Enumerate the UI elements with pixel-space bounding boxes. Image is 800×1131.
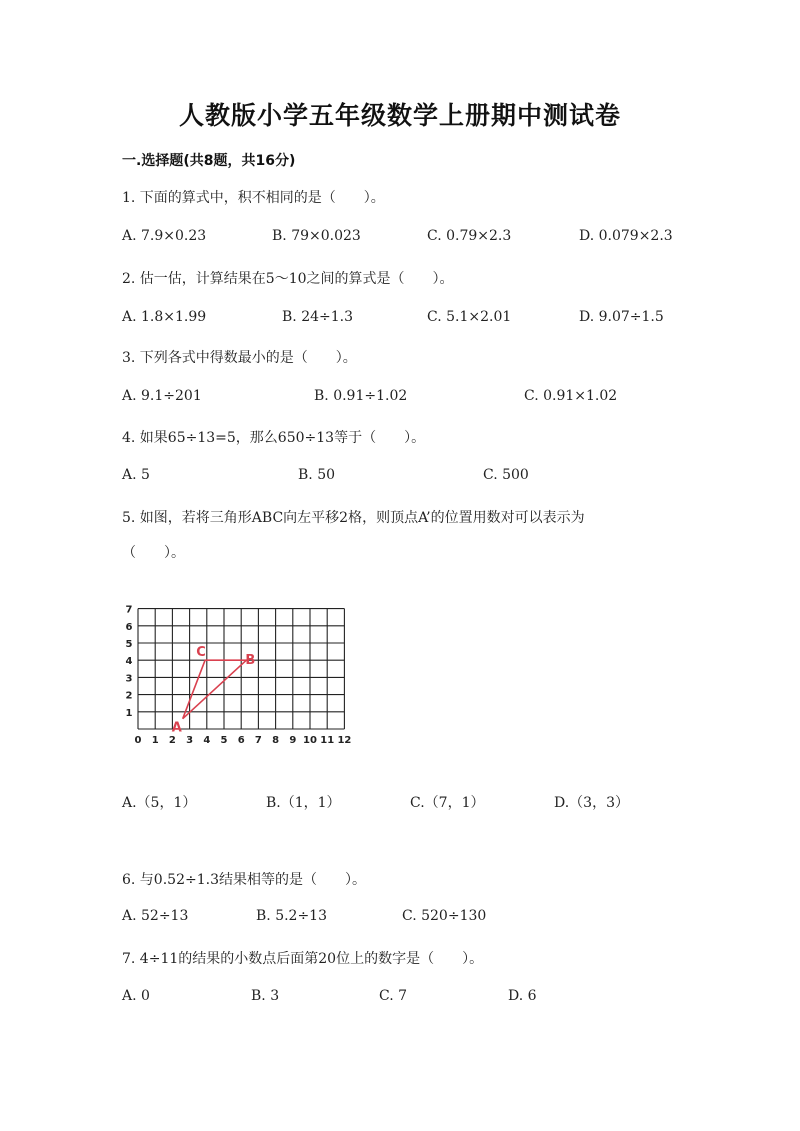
question-1-stem: 1. 下面的算式中，积不相同的是（ ）。 bbox=[122, 190, 385, 206]
q4-option-b: B. 50 bbox=[298, 467, 336, 483]
x-tick-label: 2 bbox=[168, 735, 176, 746]
y-tick-label: 2 bbox=[125, 690, 133, 702]
q7-option-b: B. 3 bbox=[251, 988, 280, 1004]
x-tick-label: 6 bbox=[237, 735, 245, 746]
question-5-stem: 5. 如图，若将三角形ABC向左平移2格，则顶点A’的位置用数对可以表示为 bbox=[122, 510, 585, 526]
section-heading: 一.选择题(共8题，共16分) bbox=[122, 153, 296, 169]
q4-option-c: C. 500 bbox=[483, 467, 529, 483]
q1-option-b: B. 79×0.023 bbox=[272, 228, 361, 244]
y-tick-label: 4 bbox=[125, 656, 133, 668]
q2-option-c: C. 5.1×2.01 bbox=[427, 309, 512, 325]
coordinate-grid-figure bbox=[116, 600, 366, 752]
x-tick-label: 10 bbox=[303, 735, 317, 746]
vertex-label-b: B bbox=[245, 653, 256, 669]
q3-option-a: A. 9.1÷201 bbox=[122, 388, 202, 404]
x-tick-label: 0 bbox=[134, 735, 142, 746]
x-tick-label: 4 bbox=[203, 735, 211, 746]
y-tick-label: 3 bbox=[125, 673, 133, 685]
question-5-stem-continued: （ ）。 bbox=[122, 545, 185, 561]
q7-option-d: D. 6 bbox=[508, 988, 537, 1004]
vertex-label-c: C bbox=[196, 645, 206, 661]
page-title: 人教版小学五年级数学上册期中测试卷 bbox=[178, 101, 621, 130]
q3-option-c: C. 0.91×1.02 bbox=[524, 388, 618, 404]
y-tick-label: 1 bbox=[125, 707, 133, 719]
q6-option-a: A. 52÷13 bbox=[122, 908, 189, 924]
q3-option-b: B. 0.91÷1.02 bbox=[314, 388, 408, 404]
q1-option-a: A. 7.9×0.23 bbox=[122, 228, 207, 244]
q1-option-c: C. 0.79×2.3 bbox=[427, 228, 512, 244]
y-tick-label: 7 bbox=[125, 604, 133, 616]
question-6-stem: 6. 与0.52÷1.3结果相等的是（ ）。 bbox=[122, 872, 366, 888]
q5-option-a: A.（5，1） bbox=[122, 795, 197, 811]
x-tick-label: 5 bbox=[220, 735, 228, 746]
question-7-stem: 7. 4÷11的结果的小数点后面第20位上的数字是（ ）。 bbox=[122, 951, 484, 967]
question-3-stem: 3. 下列各式中得数最小的是（ ）。 bbox=[122, 350, 357, 366]
q5-option-b: B.（1，1） bbox=[266, 795, 341, 811]
x-tick-label: 1 bbox=[151, 735, 159, 746]
y-tick-label: 5 bbox=[125, 639, 133, 650]
q6-option-c: C. 520÷130 bbox=[402, 908, 487, 924]
x-tick-label: 11 bbox=[320, 735, 335, 746]
y-tick-label: 6 bbox=[125, 621, 133, 633]
q7-option-a: A. 0 bbox=[122, 988, 150, 1004]
q1-option-d: D. 0.079×2.3 bbox=[579, 228, 673, 244]
q2-option-b: B. 24÷1.3 bbox=[282, 309, 353, 325]
x-tick-label: 12 bbox=[337, 735, 352, 746]
x-tick-label: 9 bbox=[289, 735, 297, 746]
q4-option-a: A. 5 bbox=[122, 467, 150, 483]
vertex-label-a: A bbox=[171, 720, 182, 736]
q7-option-c: C. 7 bbox=[379, 988, 408, 1004]
q6-option-b: B. 5.2÷13 bbox=[256, 908, 327, 924]
question-4-stem: 4. 如果65÷13=5，那么650÷13等于（ ）。 bbox=[122, 430, 426, 446]
x-tick-label: 3 bbox=[186, 735, 194, 746]
q2-option-a: A. 1.8×1.99 bbox=[122, 309, 207, 325]
q5-option-c: C.（7，1） bbox=[410, 795, 485, 811]
x-tick-label: 8 bbox=[272, 735, 280, 746]
question-2-stem: 2. 估一估，计算结果在5～10之间的算式是（ ）。 bbox=[122, 271, 454, 287]
q2-option-d: D. 9.07÷1.5 bbox=[579, 309, 664, 325]
q5-option-d: D.（3，3） bbox=[554, 795, 629, 811]
x-tick-label: 7 bbox=[254, 735, 262, 746]
triangle-abc bbox=[183, 660, 247, 718]
